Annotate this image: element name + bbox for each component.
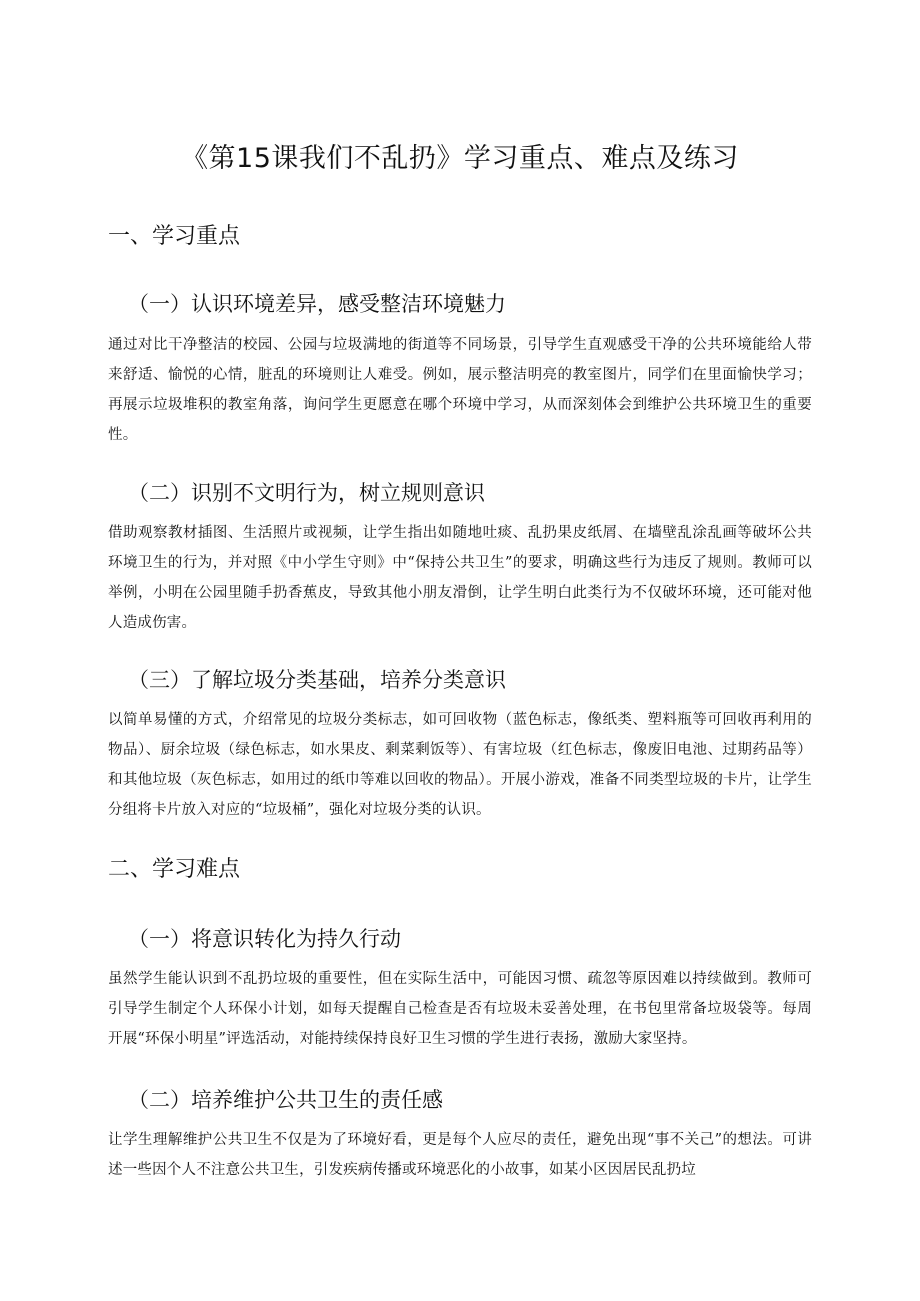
paragraph: 以简单易懂的方式，介绍常见的垃圾分类标志，如可回收物（蓝色标志，像纸类、塑料瓶等可回收再利用的物品）、厨余垃圾（绿色标志，如水果皮、剩菜剩饭等）、有害垃圾（红色标志，像废旧电池、过期药品等）和其他垃圾（灰色标志，如用过的纸巾等难以回收的物品）。开展小游戏，准备不同类型垃圾的卡片，让学生分组将卡片放入对应的“垃圾桶”，强化对垃圾分类的认识。 <box>108 712 812 818</box>
paragraph: 让学生理解维护公共卫生不仅是为了环境好看，更是每个人应尽的责任，避免出现“事不关己”的想法。可讲述一些因个人不注意公共卫生，引发疾病传播或环境恶化的小故事，如某小区因居民乱扔垃 <box>108 1132 812 1178</box>
paragraph: 通过对比干净整洁的校园、公园与垃圾满地的街道等不同场景，引导学生直观感受干净的公共环境能给人带来舒适、愉悦的心情，脏乱的环境则让人难受。例如，展示整洁明亮的教室图片，同学们在里面愉快学习；再展示垃圾堆积的教室角落，询问学生更愿意在哪个环境中学习，从而深刻体会到维护公共环境卫生的重要性。 <box>108 337 812 443</box>
paragraph: 借助观察教材插图、生活照片或视频，让学生指出如随地吐痰、乱扔果皮纸屑、在墙壁乱涂乱画等破坏公共环境卫生的行为，并对照《中小学生守则》中“保持公共卫生”的要求，明确这些行为违反了规则。教师可以举例，小明在公园里随手扔香蕉皮，导致其他小朋友滑倒，让学生明白此类行为不仅破坏环境，还可能对他人造成伤害。 <box>108 525 812 631</box>
section-heading-key-points: 一、学习重点 <box>108 224 241 249</box>
subsection-heading: （二）识别不文明行为，树立规则意识 <box>128 481 485 505</box>
subsection-heading: （一）将意识转化为持久行动 <box>128 927 401 951</box>
section-heading-difficulties: 二、学习难点 <box>108 857 241 882</box>
subsection-heading: （一）认识环境差异，感受整洁环境魅力 <box>128 292 506 316</box>
document-title: 《第15课我们不乱扔》学习重点、难点及练习 <box>181 143 739 174</box>
subsection-heading: （三）了解垃圾分类基础，培养分类意识 <box>128 668 506 692</box>
subsection-heading: （二）培养维护公共卫生的责任感 <box>128 1088 443 1112</box>
paragraph: 虽然学生能认识到不乱扔垃圾的重要性，但在实际生活中，可能因习惯、疏忽等原因难以持续做到。教师可引导学生制定个人环保小计划，如每天提醒自己检查是否有垃圾未妥善处理，在书包里常备垃圾袋等。每周开展“环保小明星”评选活动，对能持续保持良好卫生习惯的学生进行表扬，激励大家坚持。 <box>108 971 812 1047</box>
